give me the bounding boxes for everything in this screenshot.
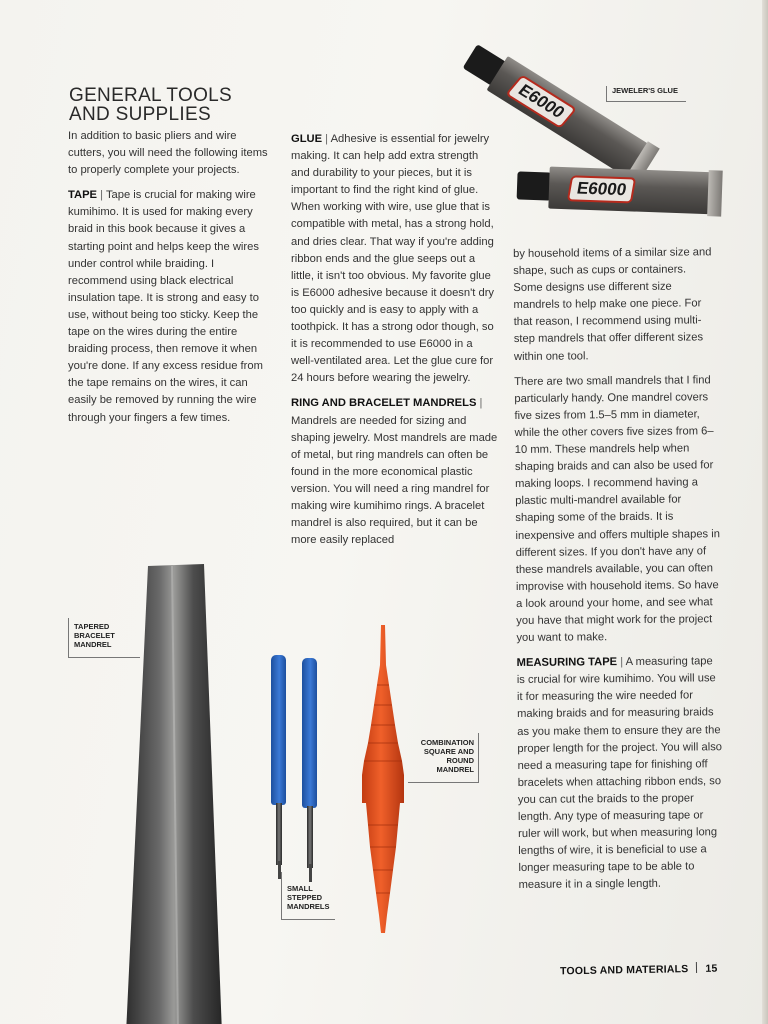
mandrels-text: Mandrels are needed for sizing and shaping jewelry. Most mandrels are made of metal, but ring mandrels can often be found in the more economical plastic version. You will need a ring mandrel for making wire kumihimo rings. A bracelet mandrel is also required, but it can be more easily replaced <box>291 414 498 547</box>
label-leader <box>281 872 282 920</box>
section-title-line: GENERAL TOOLS <box>69 85 232 106</box>
page-footer <box>560 962 718 978</box>
intro-paragraph: In addition to basic pliers and wire cutters, you will need the following items to properly complete your projects. <box>68 130 268 177</box>
footer-divider <box>696 962 697 973</box>
column-1 <box>68 128 276 435</box>
page-edge <box>762 0 768 1024</box>
combination-square-round-mandrel-image <box>358 625 408 935</box>
column-3 <box>513 244 724 902</box>
label-leader <box>68 657 140 658</box>
tape-paragraph: TAPE | Tape is crucial for making wire kumihimo. It is used for making every braid in this book because it gives a starting point and helps keep the wires under control while braiding. I recommend using black electrical insulation tape. It is strong and easy to use, without being too sticky. Keep the tape on the wires during the entire braiding process, then remove it when you're done. If any excess residue from the tape remains on the wires, it can easily be removed by running the wire through your fingers a few times. <box>68 189 263 424</box>
glue-tube-image <box>516 161 723 218</box>
glue-paragraph: GLUE | Adhesive is essential for jewelry making. It can help add extra strength and durability to your pieces, but it is important to find the right kind of glue. When working with wire, use glue that is compatible with metal, has a strong hold, and dries clear. That way if you're adding ribbon ends and the glue seeps out a little, it isn't too obvious. My favorite glue is E6000 adhesive because it doesn't dry too quickly and is easy to apply with a toothpick. It has a strong odor though, so it is recommended to use E6000 in a well-ventilated area. Let the glue cure for 24 hours before wearing the jewelry. <box>291 133 495 385</box>
tapered-bracelet-mandrel-image <box>120 564 230 1024</box>
section-title <box>69 86 269 124</box>
jewelers-glue-label: JEWELER'S GLUE <box>612 86 678 95</box>
glue-brand-logo: E6000 <box>567 175 637 203</box>
label-leader <box>68 618 69 658</box>
measuring-tape-paragraph: MEASURING TAPE | A measuring tape is crucial for wire kumihimo. You will use it for measuring the wire needed for making braids and for measuring braids as you make them to ensure they are the proper length for the project. You will also need a measuring tape for finishing off bracelets when attaching ribbon ends, so you can cut the braids to the proper length. Any type of measuring tape or ruler will work, but when measuring long lengths of wire, it is beneficial to use a longer measuring tape to be able to measure it in a single length. <box>516 655 723 892</box>
glue-brand-logo: E6000 <box>505 74 577 129</box>
column-2 <box>291 131 498 549</box>
glue-text: Adhesive is essential for jewelry making. It can help add extra strength and durability to your pieces, but it is important to find the right kind of glue. When working with wire, use glue that is compatible with metal, has a strong hold, and dries clear. That way if you're adding ribbon ends and the glue seeps out a little, it isn't too obvious. My favorite glue is E6000 adhesive because it doesn't dry too quickly and is easy to apply with a toothpick. It has a strong odor though, so it is recommended to use E6000 in a well-ventilated area. Let the glue cure for 24 hours before wearing the jewelry. <box>291 133 495 385</box>
tapered-bracelet-mandrel-label: TAPERED BRACELET MANDREL <box>74 622 115 649</box>
combination-mandrel-label: COMBINATION SQUARE AND ROUND MANDREL <box>420 738 474 774</box>
small-mandrels-paragraph: There are two small mandrels that I find particularly handy. One mandrel covers five sizes from 1.5–5 mm in diameter, while the other covers five sizes from 6–10 mm. These mandrels help when shaping braids and can also be used for making loops. I recommend having a plastic multi-mandrel available for shaping some of the braids. It is inexpensive and offers multiple shapes in different sizes. If you don't have any of these mandrels available, you can often improvise with household items. So have a look around your home, and see what you have that might work for the project you want to make. <box>514 373 720 645</box>
label-leader <box>408 782 479 783</box>
measuring-tape-text: A measuring tape is crucial for wire kumihimo. You will use it for measuring the wire needed for making braids and for measuring braids as you make them to ensure they are the proper length for the project. You will also need a measuring tape for finishing off bracelets when attaching ribbon ends, so you can cut the braids to the proper length. Any type of measuring tape or ruler will work, but when measuring long lengths of wire, it is beneficial to use a longer measuring tape to be able to measure it in a single length. <box>516 655 723 892</box>
measuring-tape-heading: MEASURING TAPE <box>516 656 618 670</box>
glue-heading: GLUE <box>291 133 323 145</box>
mandrels-heading: RING AND BRACELET MANDRELS <box>291 397 477 410</box>
mandrels-paragraph: RING AND BRACELET MANDRELS | Mandrels are needed for sizing and shaping jewelry. Most mandrels are made of metal, but ring mandrels can often be found in the more economical plastic version. You will need a ring mandrel for making wire kumihimo rings. A bracelet mandrel is also required, but it can be more easily replaced <box>291 397 498 547</box>
tape-text: Tape is crucial for making wire kumihimo. It is used for making every braid in this book because it gives a starting point and helps keep the wires under control while braiding. I recommend using black electrical insulation tape. It is strong and easy to use, without being too sticky. Keep the tape on the wires during the entire braiding process, then remove it when you're done. If any excess residue from the tape remains on the wires, it can easily be removed by running the wire through your fingers a few times. <box>68 189 263 424</box>
small-stepped-mandrels-label: SMALL STEPPED MANDRELS <box>287 884 330 911</box>
page-number: 15 <box>705 962 718 975</box>
label-leader <box>478 733 479 783</box>
label-leader <box>606 86 607 102</box>
label-leader <box>606 101 686 102</box>
section-title-line: AND SUPPLIES <box>69 104 211 125</box>
label-leader <box>281 919 335 920</box>
tape-heading: TAPE <box>68 189 98 202</box>
running-footer-section: TOOLS AND MATERIALS <box>559 963 689 978</box>
mandrels-continued-paragraph: by household items of a similar size and shape, such as cups or containers. Some designs use different size mandrels to help make one piece. For that reason, I recommend using multi-step mandrels that offer different sizes within one tool. <box>513 246 712 363</box>
